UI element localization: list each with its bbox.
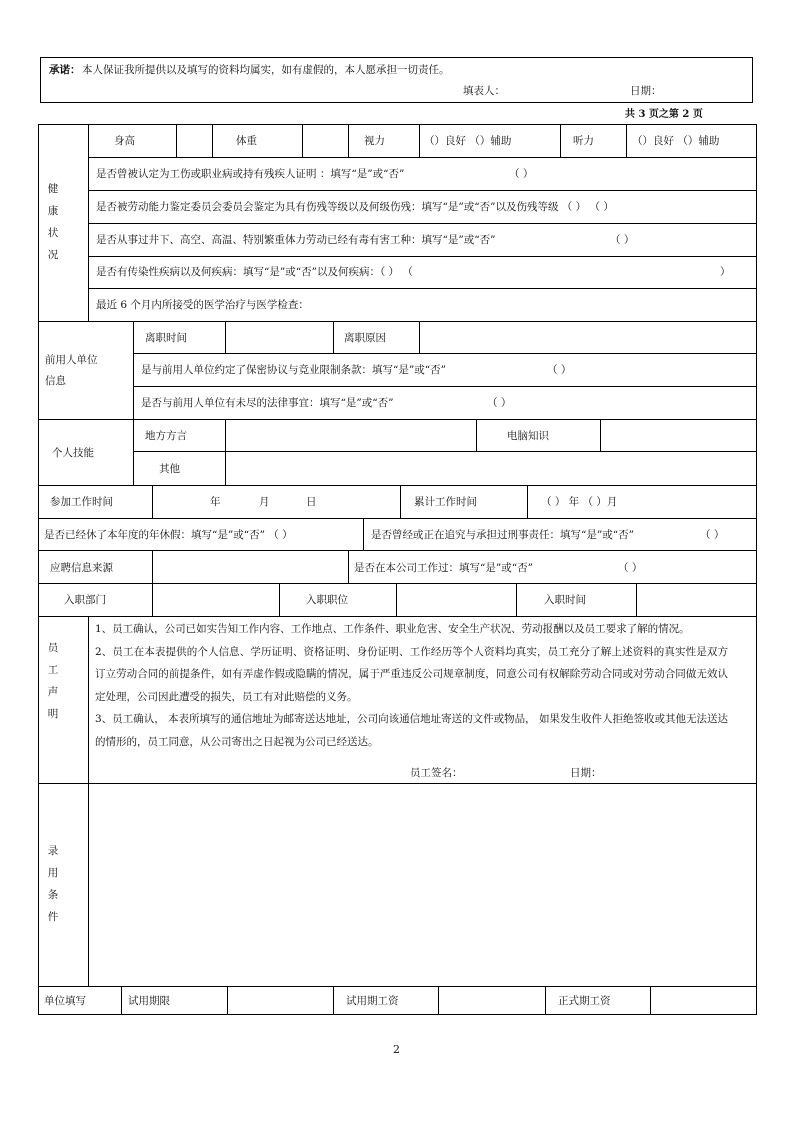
job-source-label: 应聘信息来源 — [50, 562, 113, 574]
annual-leave-question: 是否已经休了本年度的年休假：填写“是”或“否” （ ） — [44, 529, 293, 541]
entry-position-label: 入职职位 — [306, 594, 348, 606]
skills-section-label: 个人技能 — [52, 447, 94, 459]
confidentiality-answer[interactable]: （ ） — [547, 364, 572, 376]
page-indicator: 共 3 页之第 2 页 — [625, 109, 703, 120]
hazardous-work-answer[interactable]: （ ） — [610, 234, 635, 246]
legal-matters-answer[interactable]: （ ） — [487, 397, 512, 409]
declaration-section-label: 员 工 声 明 — [47, 642, 59, 720]
probation-salary-label: 试用期工资 — [346, 995, 399, 1007]
work-injury-question: 是否曾被认定为工伤或职业病或持有残疾人证明 ：填写“是”或“否” — [96, 168, 405, 180]
vision-label: 视力 — [364, 135, 385, 147]
entry-time-input[interactable] — [637, 584, 756, 615]
confidentiality-question: 是与前用人单位约定了保密协议与竞业限制条款：填写“是”或“否” — [141, 364, 446, 376]
probation-salary-input[interactable] — [439, 987, 544, 1014]
work-injury-answer[interactable]: （ ） — [509, 168, 534, 180]
criminal-liability-question: 是否曾经或正在追究与承担过刑事责任：填写“是”或“否” — [371, 529, 634, 541]
promise-text: 本人保证我所提供以及填写的资料均属实，如有虚假的，本人愿承担一切责任。 — [82, 64, 450, 76]
weight-input[interactable] — [303, 125, 347, 156]
regular-salary-label: 正式期工资 — [558, 995, 611, 1007]
promise-date-label: 日期： — [630, 85, 662, 97]
regular-salary-input[interactable] — [651, 987, 756, 1014]
other-skills-label: 其他 — [159, 463, 180, 475]
probation-period-label: 试用期限 — [128, 995, 170, 1007]
promise-label: 承诺： — [49, 64, 81, 76]
filler-label: 填表人： — [463, 85, 505, 97]
page-number: 2 — [393, 1043, 400, 1056]
entry-time-label: 入职时间 — [544, 594, 586, 606]
computer-skills-input[interactable] — [601, 420, 756, 450]
computer-skills-label: 电脑知识 — [507, 430, 549, 442]
leave-time-input[interactable] — [226, 322, 332, 352]
infectious-disease-question: 是否有传染性疾病以及何疾病：填写“是”或“否”以及何疾病：（ ） （ — [96, 266, 413, 278]
disability-grade-question: 是否被劳动能力鉴定委员会委员会鉴定为具有伤残等级以及何级伤残：填写“是”或“否”以及伤残等级 （ ） （ ） — [96, 201, 614, 213]
weight-label: 体重 — [236, 135, 257, 147]
declaration-p3: 3、员工确认， 本表所填写的通信地址为邮寄送达地址，公司向该通信地址寄送的文件或物品， 如果发生收件人拒绝签收或其他无法送达的情形的，员工同意，从公司寄出之日起视为公司已经送达。 — [95, 713, 728, 748]
cumulative-work-label: 累计工作时间 — [414, 496, 477, 508]
former-employer-section-line2: 信息 — [45, 375, 66, 387]
worked-here-question: 是否在本公司工作过：填写“是”或“否” — [354, 562, 533, 574]
work-start-month: 月 — [259, 496, 270, 508]
infectious-disease-close: ） — [720, 266, 731, 278]
unit-fill-label: 单位填写 — [44, 995, 86, 1007]
leave-reason-label: 离职原因 — [344, 332, 386, 344]
entry-position-input[interactable] — [397, 584, 515, 615]
work-start-year: 年 — [210, 496, 221, 508]
leave-time-label: 离职时间 — [145, 332, 187, 344]
former-employer-section-line1: 前用人单位 — [45, 354, 98, 366]
dialect-label: 地方方言 — [145, 430, 187, 442]
other-skills-input[interactable] — [226, 452, 756, 484]
hiring-conditions-input[interactable] — [89, 784, 756, 985]
declaration-p2: 2、员工在本表提供的个人信息、学历证明、资格证明、身份证明、工作经历等个人资料均真实，员工充分了解上述资料的真实性是双方订立劳动合同的前提条件，如有弄虚作假或隐瞒的情况，属于严重违反公司规章制度，同意公司有权解除劳动合同或对劳动合同做无效认定处理，公司因此遭受的损失，员工有对此赔偿的义务。 — [95, 645, 728, 703]
employee-signature-label: 员工签名： — [410, 767, 463, 779]
work-start-label: 参加工作时间 — [50, 496, 113, 508]
declaration-text — [95, 618, 728, 753]
legal-matters-question: 是否与前用人单位有未尽的法律事宜：填写“是”或“否” — [141, 397, 394, 409]
cumulative-work-value[interactable]: （ ） 年 （ ）月 — [541, 496, 618, 508]
entry-department-input[interactable] — [153, 584, 278, 615]
probation-period-input[interactable] — [228, 987, 332, 1014]
work-start-day: 日 — [306, 496, 317, 508]
height-label: 身高 — [114, 135, 135, 147]
declaration-p1: 1、员工确认，公司已如实告知工作内容、工作地点、工作条件、职业危害、安全生产状况、劳动报酬以及员工要求了解的情况。 — [95, 623, 690, 635]
hearing-label: 听力 — [573, 135, 594, 147]
dialect-input[interactable] — [226, 420, 475, 450]
leave-reason-input[interactable] — [420, 322, 756, 352]
worked-here-answer[interactable]: （ ） — [618, 562, 643, 574]
hazardous-work-question: 是否从事过井下、高空、高温、特别繁重体力劳动已经有毒有害工种：填写“是”或“否” — [96, 234, 496, 246]
hearing-options[interactable]: （）良好 （）辅助 — [632, 135, 720, 147]
job-source-input[interactable] — [153, 551, 347, 582]
vision-options[interactable]: （）良好 （）辅助 — [424, 135, 512, 147]
health-section-label: 健 康 状 况 — [47, 183, 59, 261]
declaration-date-label: 日期： — [570, 767, 602, 779]
hiring-conditions-section-label: 录 用 条 件 — [47, 845, 59, 923]
entry-department-label: 入职部门 — [64, 594, 106, 606]
medical-treatment-label: 最近 6 个月内所接受的医学治疗与医学检查： — [96, 299, 309, 311]
height-input[interactable] — [177, 125, 211, 156]
criminal-liability-answer[interactable]: （ ） — [700, 529, 725, 541]
